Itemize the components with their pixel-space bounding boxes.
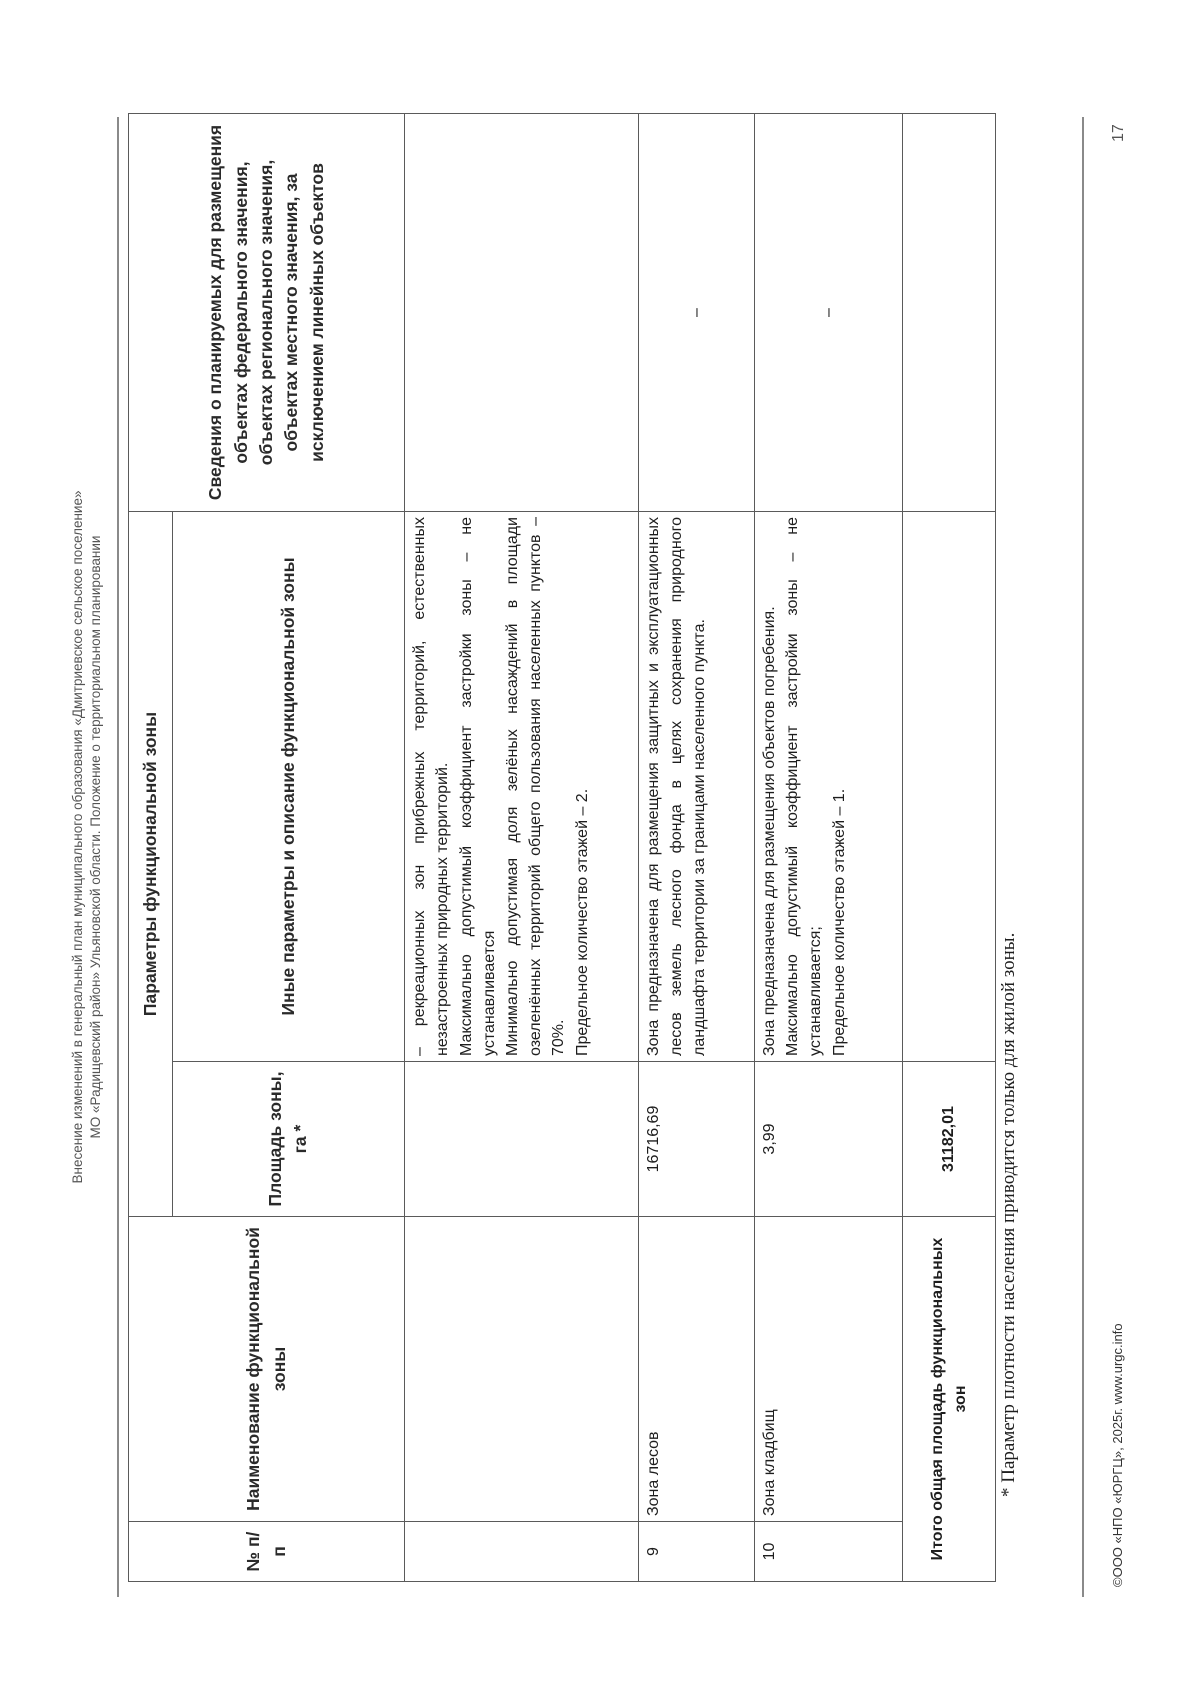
cell-zone-name <box>405 1217 639 1522</box>
table-row <box>755 114 902 1582</box>
cell-num: 9 <box>638 1522 754 1582</box>
document-header-line-2: МО «Радищевский район» Ульяновской области. Положение о территориальном планировании <box>88 535 103 1139</box>
table-total-row <box>902 114 995 1582</box>
cell-zone-name: Зона кладбищ <box>755 1217 902 1522</box>
cell-description: Зона предназначена для размещения объектов погребения. Максимально допустимый коэффициент застройки зоны – не устанавливается; Предельное количество этажей – 1. <box>755 512 902 1062</box>
total-value: 31182,01 <box>902 1062 995 1217</box>
functional-zones-table <box>128 113 996 1582</box>
total-empty-desc <box>902 512 995 1062</box>
table-row <box>638 114 754 1582</box>
total-empty-info <box>902 114 995 512</box>
header-num: № п/п <box>129 1522 405 1582</box>
cell-num <box>405 1522 639 1582</box>
header-planned-objects: Сведения о планируемых для размещения объектах федерального значения, объектах регионального значения, объектах местного значения, за исключением линейных объектов <box>129 114 405 512</box>
cell-zone-name: Зона лесов <box>638 1217 754 1522</box>
cell-description: – рекреационных зон прибрежных территорий, естественных незастроенных природных территорий. Максимально допустимый коэффициент застройки зоны – не устанавливается Минимально допустимая доля зелёных насаждений в площади озеленённых территорий общего пользования населенных пунктов – 70%. Предельное количество этажей – 2. <box>405 512 639 1062</box>
header-rule <box>117 117 119 1597</box>
header-zone-name: Наименование функциональной зоны <box>129 1217 405 1522</box>
footnote: * Параметр плотности населения приводится только для жилой зоны. <box>998 932 1019 1497</box>
cell-planned-objects: – <box>638 114 754 512</box>
cell-planned-objects <box>405 114 639 512</box>
cell-num: 10 <box>755 1522 902 1582</box>
cell-area <box>405 1062 639 1217</box>
footer-copyright: ©ООО «НПО «ЮРГЦ», 2025г. www.urgc.info <box>1110 1323 1125 1587</box>
header-params-group: Параметры функциональной зоны <box>129 512 173 1217</box>
total-label: Итого общая площадь функциональных зон <box>902 1217 995 1582</box>
cell-area: 16716,69 <box>638 1062 754 1217</box>
cell-planned-objects: – <box>755 114 902 512</box>
cell-area: 3,99 <box>755 1062 902 1217</box>
cell-description: Зона предназначена для размещения защитных и эксплуатационных лесов земель лесного фонда в целях сохранения природного ландшафта территории за границами населенного пункта. <box>638 512 754 1062</box>
header-description: Иные параметры и описание функциональной зоны <box>172 512 405 1062</box>
table-row <box>405 114 639 1582</box>
document-header-line-1: Внесение изменений в генеральный план муниципального образования «Дмитриевское сельское поселение» <box>70 490 85 1184</box>
page-number: 17 <box>1110 124 1127 142</box>
footer-rule <box>1082 117 1084 1597</box>
header-area: Площадь зоны, га * <box>172 1062 405 1217</box>
